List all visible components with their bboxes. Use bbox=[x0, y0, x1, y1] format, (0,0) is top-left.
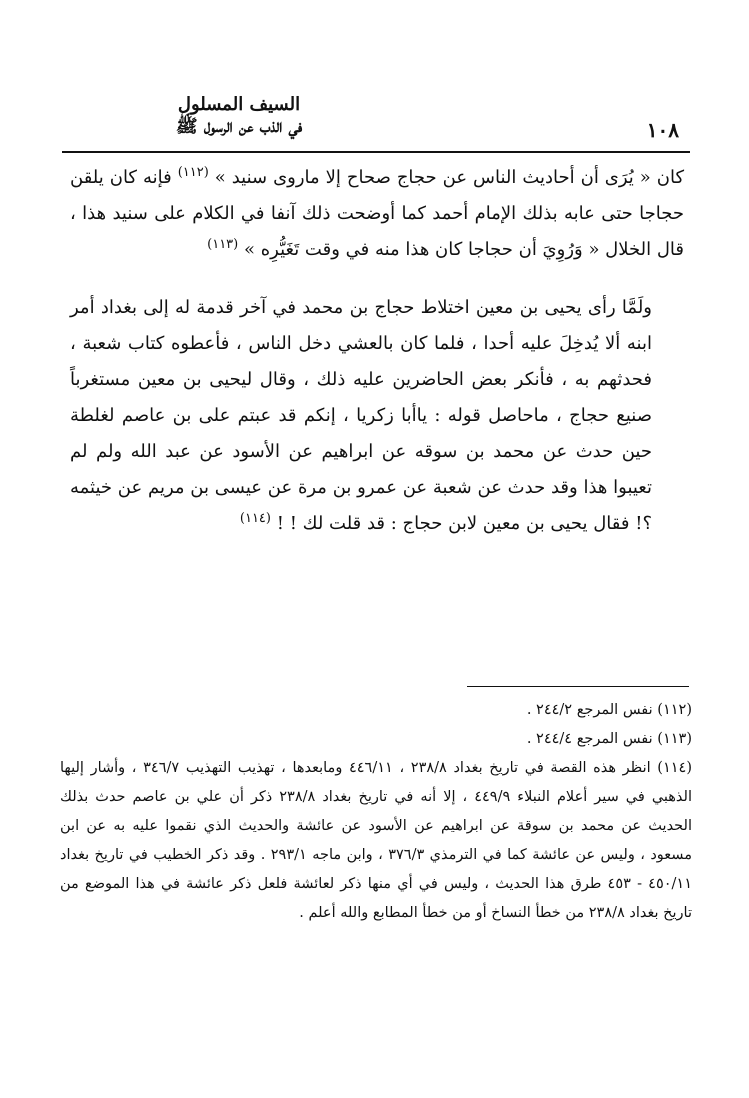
footnote-112: (١١٢) نفس المرجع ٢٤٤/٢ . bbox=[526, 702, 692, 718]
footnote-113: (١١٣) نفس المرجع ٢٤٤/٤ . bbox=[526, 731, 692, 747]
footnote-ref-114: (١١٤) bbox=[239, 511, 271, 526]
header-divider bbox=[62, 151, 690, 153]
paragraph-1-text: كان « يُرَى أن أحاديث الناس عن حجاج صحاح إلا ماروى سنيد » bbox=[214, 167, 685, 188]
paragraph-1 bbox=[70, 160, 684, 268]
main-text bbox=[70, 160, 684, 542]
footnote-114: (١١٤) انظر هذه القصة في تاريخ بغداد ٢٣٨/٨ ، ٤٤٦/١١ ومابعدها ، تهذيب التهذيب ٣٤٦/٧ ، وأشار إليها الذهبي في سير أعلام النبلاء ٤٤٩/٩ ، إلا أنه في تاريخ بغداد ٢٣٨/٨ ذكر أن علي بن عاصم حدث بذلك الحديث عن محمد بن سوقة عن ابراهيم عن الأسود عن عائشة والحديث الذي نقموا عليه به عن ابن مسعود ، وليس عن عائشة كما في الترمذي ٣٧٦/٣ ، وابن ماجه ٢٩٣/١ . وقد ذكر الخطيب في تاريخ بغداد ٤٥٠/١١ - ٤٥٣ طرق هذا الحديث ، وليس في أي منها ذكر لعائشة فلعل ذكر عائشة في هذا الموضع من تاريخ بغداد ٢٣٨/٨ من خطأ النساخ أو من خطأ المطابع والله أعلم . bbox=[60, 760, 692, 921]
header-title-line1: السيف المسلول bbox=[177, 94, 301, 115]
paragraph-2 bbox=[70, 290, 684, 542]
paragraph-2-text: ولَمَّا رأى يحيى بن معين اختلاط حجاج بن محمد في آخر قدمة له إلى بغداد أمر ابنه ألا يُدخِلَ عليه أحدا ، فلما كان بالعشي دخل الناس ، فأعطوه كتاب شعبة ، فحدثهم به ، فأنكر بعض الحاضرين عليه ذلك ، وقال ليحيى بن معين مستغرباً صنيع حجاج ، ماحاصل قوله : ياأبا زكريا ، إنكم قد عبتم على بن عاصم لغلطة حين حدث عن محمد بن سوقه عن ابراهيم عن الأسود عن عبد الله ولم لم تعيبوا هذا وقد حدث عن شعبة عن عمرو بن مرة عن عيسى بن مريم عن خيثمه ؟! فقال يحيى بن معين لابن حجاج : قد قلت لك ! ! bbox=[70, 297, 652, 534]
footnote-ref-113: (١١٣) bbox=[207, 237, 239, 252]
page-number: ١٠٨ bbox=[646, 118, 679, 142]
footnote-ref-112: (١١٢) bbox=[177, 165, 209, 180]
paragraph-1-continuation: فإنه كان يلقن حجاجا حتى عابه بذلك الإمام أحمد كما أوضحت ذلك آنفا في الكلام على سنيد هذا ، قال الخلال « وَرُوِيَ أن حجاجا كان هذا منه في وقت تَغَيُّرِه » bbox=[70, 167, 684, 260]
header-title-line2: في الذب عن الرسول ﷺ bbox=[175, 116, 303, 137]
footnote-divider bbox=[467, 686, 689, 687]
footnotes bbox=[60, 696, 692, 928]
running-header-title bbox=[129, 94, 349, 138]
